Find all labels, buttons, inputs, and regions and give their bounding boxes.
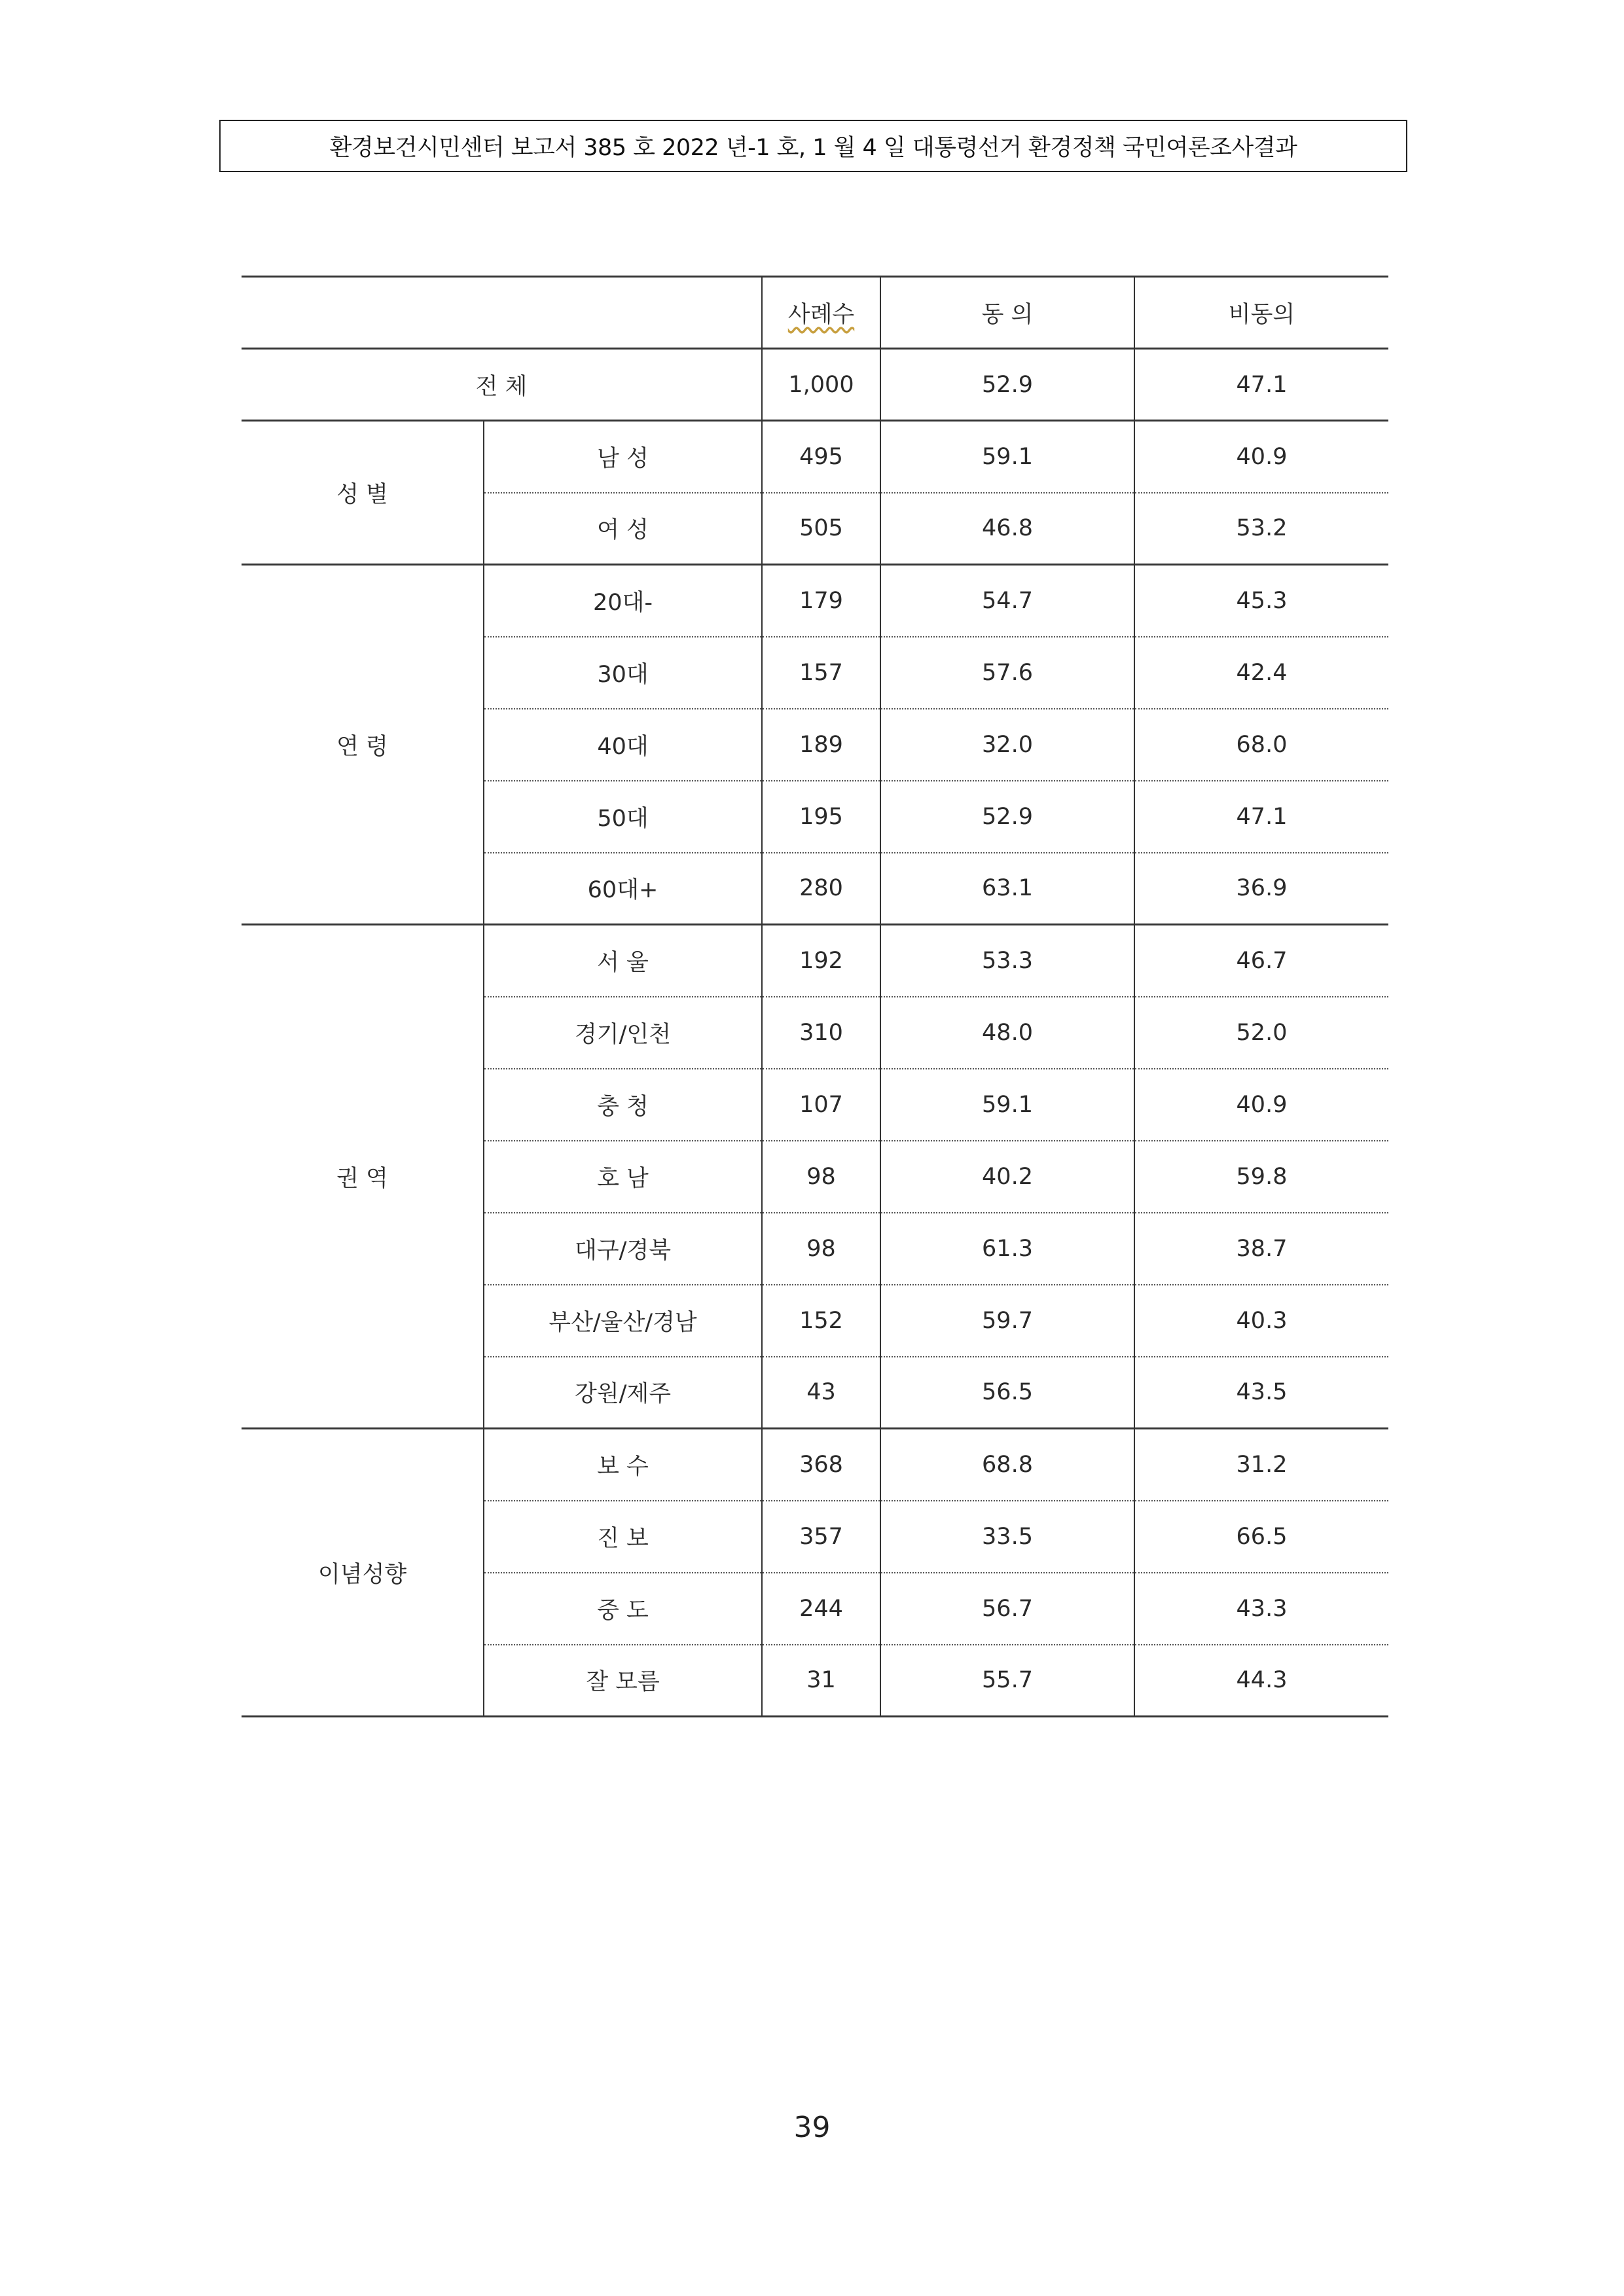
group-label-age: 연 령 bbox=[242, 565, 484, 925]
row-cases: 357 bbox=[762, 1501, 880, 1573]
row-label: 진 보 bbox=[484, 1501, 762, 1573]
row-agree: 40.2 bbox=[880, 1141, 1134, 1213]
row-cases: 152 bbox=[762, 1285, 880, 1357]
row-cases: 157 bbox=[762, 637, 880, 709]
row-disagree: 53.2 bbox=[1134, 493, 1388, 565]
total-label: 전 체 bbox=[242, 349, 762, 421]
row-cases: 280 bbox=[762, 853, 880, 925]
row-cases: 244 bbox=[762, 1573, 880, 1645]
table-row-total bbox=[242, 349, 1388, 421]
row-agree: 63.1 bbox=[880, 853, 1134, 925]
row-agree: 32.0 bbox=[880, 709, 1134, 781]
row-cases: 179 bbox=[762, 565, 880, 637]
row-agree: 61.3 bbox=[880, 1213, 1134, 1285]
row-cases: 43 bbox=[762, 1357, 880, 1429]
group-label-region: 권 역 bbox=[242, 925, 484, 1429]
row-disagree: 43.3 bbox=[1134, 1573, 1388, 1645]
row-agree: 53.3 bbox=[880, 925, 1134, 997]
row-cases: 368 bbox=[762, 1429, 880, 1501]
row-disagree: 66.5 bbox=[1134, 1501, 1388, 1573]
row-disagree: 45.3 bbox=[1134, 565, 1388, 637]
row-disagree: 31.2 bbox=[1134, 1429, 1388, 1501]
row-cases: 98 bbox=[762, 1141, 880, 1213]
row-label: 충 청 bbox=[484, 1069, 762, 1141]
row-agree: 59.1 bbox=[880, 1069, 1134, 1141]
row-agree: 68.8 bbox=[880, 1429, 1134, 1501]
col-header-disagree: 비동의 bbox=[1134, 277, 1388, 349]
row-disagree: 38.7 bbox=[1134, 1213, 1388, 1285]
row-label: 서 울 bbox=[484, 925, 762, 997]
table-header-row bbox=[242, 277, 1388, 349]
row-cases: 505 bbox=[762, 493, 880, 565]
row-label: 남 성 bbox=[484, 421, 762, 493]
row-disagree: 59.8 bbox=[1134, 1141, 1388, 1213]
row-disagree: 40.9 bbox=[1134, 421, 1388, 493]
row-label: 60대+ bbox=[484, 853, 762, 925]
row-label: 보 수 bbox=[484, 1429, 762, 1501]
report-header-title: 환경보건시민센터 보고서 385 호 2022 년-1 호, 1 월 4 일 대통령선거 환경정책 국민여론조사결과 bbox=[329, 135, 1297, 161]
row-disagree: 47.1 bbox=[1134, 781, 1388, 853]
row-label: 강원/제주 bbox=[484, 1357, 762, 1429]
row-disagree: 40.9 bbox=[1134, 1069, 1388, 1141]
row-disagree: 36.9 bbox=[1134, 853, 1388, 925]
row-agree: 55.7 bbox=[880, 1645, 1134, 1717]
row-cases: 31 bbox=[762, 1645, 880, 1717]
row-disagree: 43.5 bbox=[1134, 1357, 1388, 1429]
col-header-cases: 사례수 bbox=[762, 277, 880, 349]
row-agree: 59.1 bbox=[880, 421, 1134, 493]
row-agree: 59.7 bbox=[880, 1285, 1134, 1357]
row-label: 50대 bbox=[484, 781, 762, 853]
table-row bbox=[242, 1429, 1388, 1501]
row-label: 20대- bbox=[484, 565, 762, 637]
row-cases: 192 bbox=[762, 925, 880, 997]
table-row bbox=[242, 421, 1388, 493]
row-agree: 52.9 bbox=[880, 781, 1134, 853]
group-label-gender: 성 별 bbox=[242, 421, 484, 565]
row-agree: 54.7 bbox=[880, 565, 1134, 637]
survey-results-table bbox=[242, 276, 1388, 1717]
page-number: 39 bbox=[793, 2111, 831, 2144]
row-label: 호 남 bbox=[484, 1141, 762, 1213]
row-label: 30대 bbox=[484, 637, 762, 709]
row-disagree: 68.0 bbox=[1134, 709, 1388, 781]
row-cases: 107 bbox=[762, 1069, 880, 1141]
row-agree: 46.8 bbox=[880, 493, 1134, 565]
row-label: 중 도 bbox=[484, 1573, 762, 1645]
row-cases: 98 bbox=[762, 1213, 880, 1285]
report-header bbox=[219, 120, 1407, 172]
total-agree: 52.9 bbox=[880, 349, 1134, 421]
row-label: 40대 bbox=[484, 709, 762, 781]
row-cases: 495 bbox=[762, 421, 880, 493]
row-agree: 57.6 bbox=[880, 637, 1134, 709]
table-row bbox=[242, 925, 1388, 997]
row-cases: 195 bbox=[762, 781, 880, 853]
row-disagree: 44.3 bbox=[1134, 1645, 1388, 1717]
row-disagree: 46.7 bbox=[1134, 925, 1388, 997]
row-label: 잘 모름 bbox=[484, 1645, 762, 1717]
row-cases: 189 bbox=[762, 709, 880, 781]
header-blank-cell bbox=[242, 277, 762, 349]
row-label: 부산/울산/경남 bbox=[484, 1285, 762, 1357]
row-disagree: 52.0 bbox=[1134, 997, 1388, 1069]
row-label: 여 성 bbox=[484, 493, 762, 565]
total-cases: 1,000 bbox=[762, 349, 880, 421]
row-agree: 48.0 bbox=[880, 997, 1134, 1069]
row-disagree: 42.4 bbox=[1134, 637, 1388, 709]
row-agree: 33.5 bbox=[880, 1501, 1134, 1573]
row-label: 대구/경북 bbox=[484, 1213, 762, 1285]
row-agree: 56.5 bbox=[880, 1357, 1134, 1429]
row-label: 경기/인천 bbox=[484, 997, 762, 1069]
table-row bbox=[242, 565, 1388, 637]
row-cases: 310 bbox=[762, 997, 880, 1069]
row-agree: 56.7 bbox=[880, 1573, 1134, 1645]
col-header-agree: 동 의 bbox=[880, 277, 1134, 349]
group-label-ideology: 이념성향 bbox=[242, 1429, 484, 1717]
row-disagree: 40.3 bbox=[1134, 1285, 1388, 1357]
total-disagree: 47.1 bbox=[1134, 349, 1388, 421]
